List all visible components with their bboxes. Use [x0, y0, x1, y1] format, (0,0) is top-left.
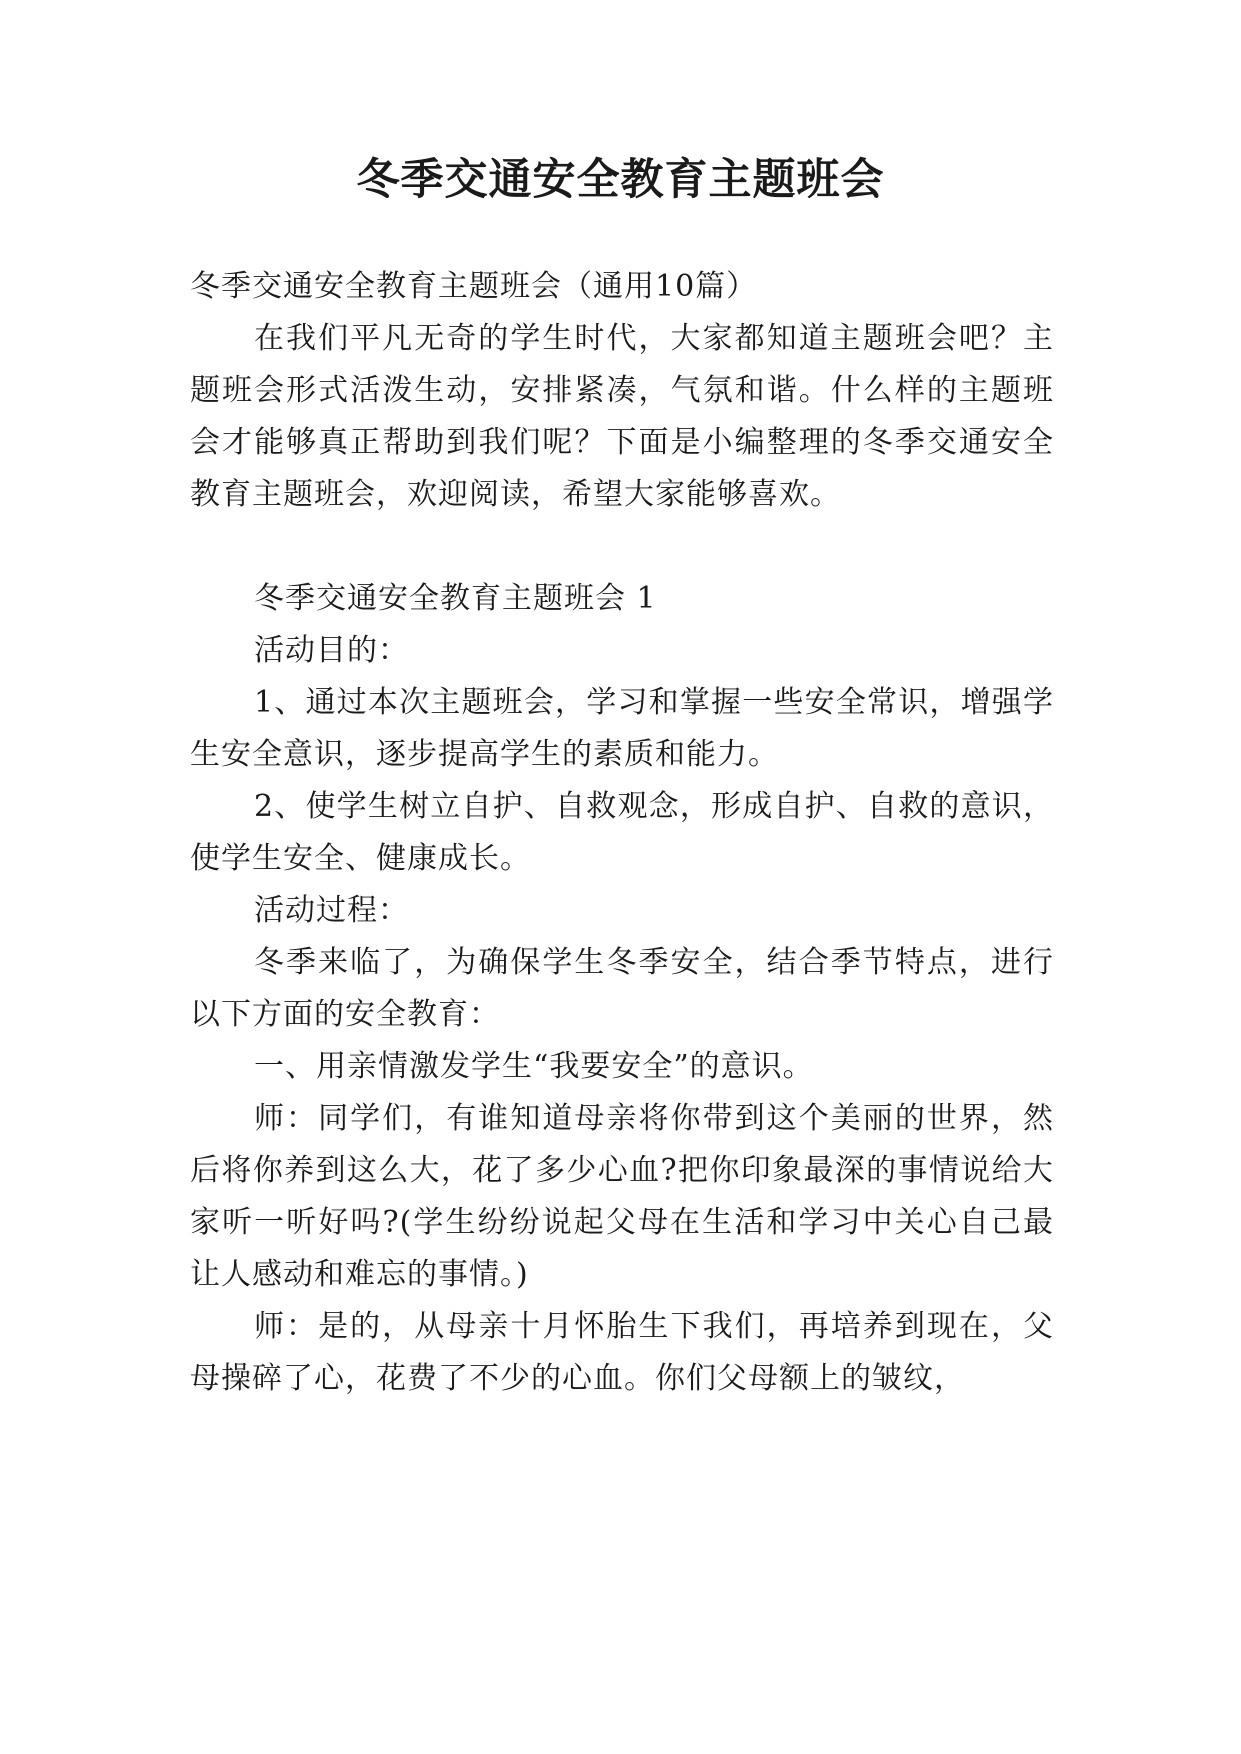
document-subtitle: 冬季交通安全教育主题班会（通用10篇） — [190, 269, 758, 304]
intro-paragraph: 在我们平凡无奇的学生时代，大家都知道主题班会吧？主题班会形式活泼生动，安排紧凑，气氛和谐。什么样的主题班会才能够真正帮助到我们呢？下面是小编整理的冬季交通安全教育主题班会，欢迎阅读，希望大家能够喜欢。 — [190, 321, 1054, 512]
paragraph: 师：同学们，有谁知道母亲将你带到这个美丽的世界，然后将你养到这么大，花了多少心血?把你印象最深的事情说给大家听一听好吗?(学生纷纷说起父母在生活和学习中关心自己最让人感动和难忘的事情。) — [190, 1101, 1054, 1292]
paragraph: 冬季来临了，为确保学生冬季安全，结合季节特点，进行以下方面的安全教育： — [190, 945, 1054, 1032]
paragraph: 2、使学生树立自护、自救观念，形成自护、自救的意识，使学生安全、健康成长。 — [190, 789, 1054, 876]
section-heading: 冬季交通安全教育主题班会 1 — [254, 581, 657, 616]
paragraph-gap — [190, 521, 1054, 573]
paragraph: 一、用亲情激发学生“我要安全”的意识。 — [254, 1049, 814, 1084]
paragraph: 活动过程： — [254, 893, 409, 928]
paragraph: 师：是的，从母亲十月怀胎生下我们，再培养到现在，父母操碎了心，花费了不少的心血。你们父母额上的皱纹， — [190, 1309, 1054, 1396]
paragraph: 1、通过本次主题班会，学习和掌握一些安全常识，增强学生安全意识，逐步提高学生的素质和能力。 — [190, 685, 1054, 772]
document-title: 冬季交通安全教育主题班会 — [356, 155, 885, 205]
document-body — [190, 261, 1054, 1405]
paragraph: 活动目的： — [254, 633, 409, 668]
